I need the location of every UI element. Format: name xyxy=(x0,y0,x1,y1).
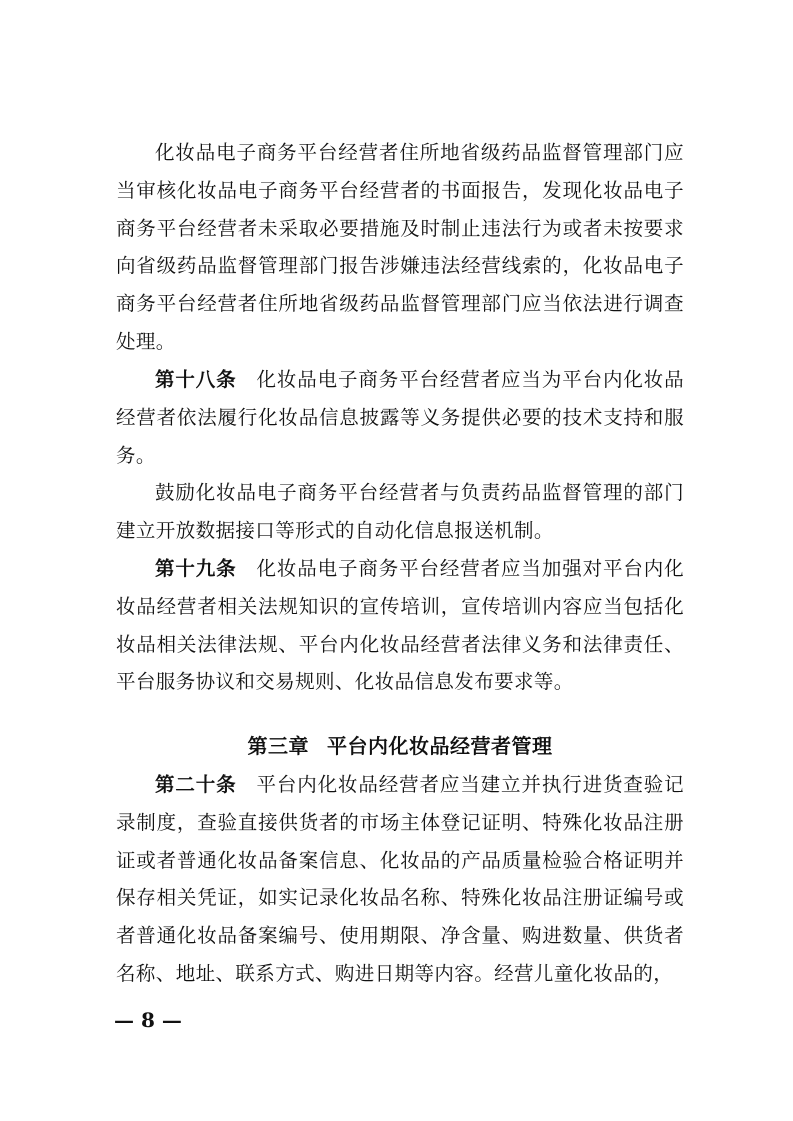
article-number: 第二十条 xyxy=(155,773,237,796)
paragraph-text: 化妆品电子商务平台经营者住所地省级药品监督管理部门应当审核化妆品电子商务平台经营者的书面报告，发现化妆品电子商务平台经营者未采取必要措施及时制止违法行为或者未按要求向省级药品监督管理部门报告涉嫌违法经营线索的，化妆品电子商务平台经营者住所地省级药品监督管理部门应当依法进行调查处理。 xyxy=(116,141,684,353)
paragraph-text: 平台内化妆品经营者应当建立并执行进货查验记录制度，查验直接供货者的市场主体登记证明、特殊化妆品注册证或者普通化妆品备案信息、化妆品的产品质量检验合格证明并保存相关凭证，如实记录化妆品名称、特殊化妆品注册证编号或者普通化妆品备案编号、使用期限、净含量、购进数量、供货者名称、地址、联系方式、购进日期等内容。经营儿童化妆品的， xyxy=(116,773,684,985)
chapter-number: 第三章 xyxy=(247,734,309,758)
page-number: — 8 — xyxy=(114,1008,182,1032)
paragraph-review-report xyxy=(116,134,684,361)
article-number: 第十九条 xyxy=(155,557,237,580)
paragraph-encourage-data-interface xyxy=(116,474,684,550)
chapter-heading xyxy=(116,726,684,766)
paragraph-article-20 xyxy=(116,766,684,993)
paragraph-text: 鼓励化妆品电子商务平台经营者与负责药品监督管理的部门建立开放数据接口等形式的自动化信息报送机制。 xyxy=(116,481,684,542)
paragraph-article-18 xyxy=(116,361,684,474)
chapter-title: 平台内化妆品经营者管理 xyxy=(327,734,553,758)
paragraph-text: 化妆品电子商务平台经营者应当加强对平台内化妆品经营者相关法规知识的宣传培训，宣传培训内容应当包括化妆品相关法律法规、平台内化妆品经营者法律义务和法律责任、平台服务协议和交易规则、化妆品信息发布要求等。 xyxy=(116,557,684,694)
paragraph-article-19 xyxy=(116,550,684,701)
article-number: 第十八条 xyxy=(155,368,237,391)
paragraph-text: 化妆品电子商务平台经营者应当为平台内化妆品经营者依法履行化妆品信息披露等义务提供必要的技术支持和服务。 xyxy=(116,368,684,467)
